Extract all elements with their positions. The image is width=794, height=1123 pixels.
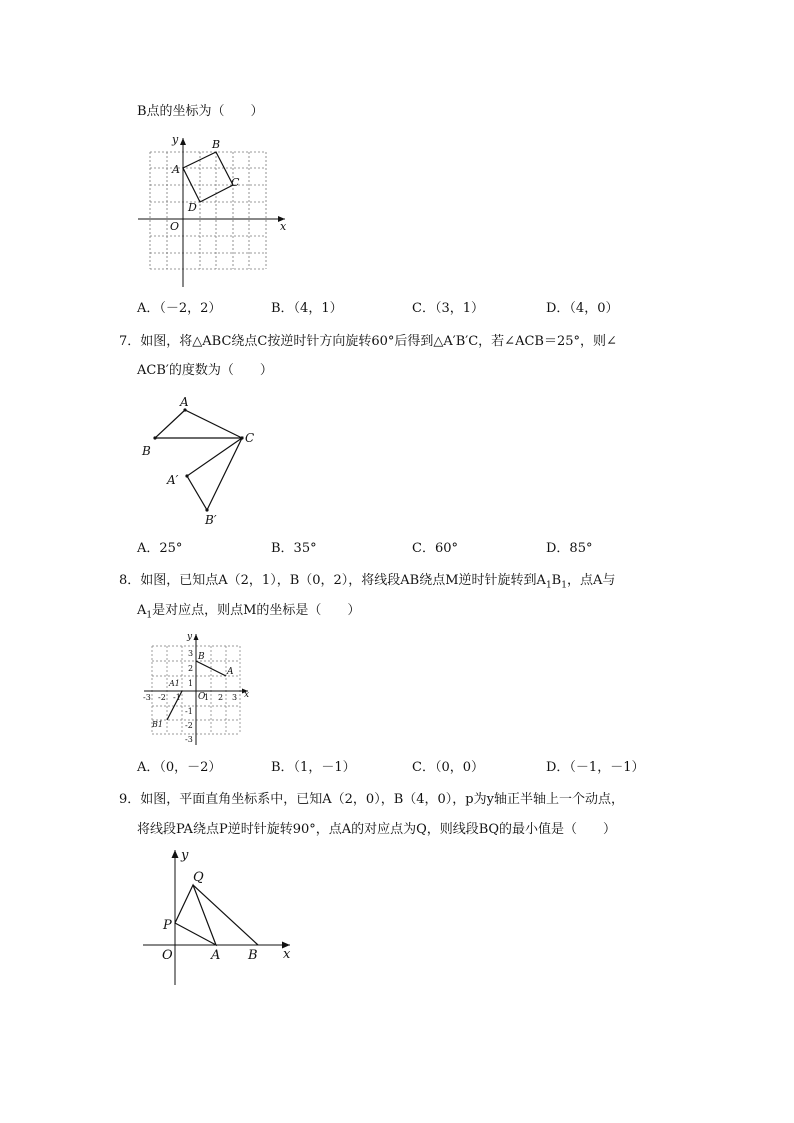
q9-label-q: Q	[193, 870, 204, 885]
q9-label-x: x	[283, 947, 291, 962]
q8-line1-c: ，点A与	[566, 573, 616, 588]
q8-label-b: B	[198, 652, 205, 662]
q8-label-b1: B1	[152, 720, 163, 729]
q8-label-a1: A1	[169, 679, 180, 688]
q9-figure	[135, 845, 305, 990]
q6-figure	[130, 130, 290, 300]
q7-label-b1: B′	[205, 513, 217, 527]
q8-tick-xm1: -1	[173, 693, 181, 702]
q6-label-o: O	[170, 220, 180, 233]
q8-tick-xm2: -2	[158, 693, 166, 702]
q6-option-a: A．（－2，2）	[137, 301, 222, 316]
q7-option-d: D．85°	[546, 541, 593, 556]
q8-line2-a: A	[137, 603, 147, 618]
q9-label-b: B	[248, 948, 258, 963]
q6-label-b: B	[212, 138, 221, 151]
q8-tick-x1: 1	[204, 693, 210, 702]
q9-label-p: P	[163, 918, 172, 933]
q6-label-y: y	[172, 133, 179, 146]
q6-option-b: B．（4，1）	[271, 301, 343, 316]
q8-line2-b: 是对应点，则点M的坐标是（ ）	[152, 603, 361, 618]
q7-option-b: B．35°	[271, 541, 317, 556]
q7-label-b: B	[142, 444, 151, 458]
q7-option-c: C．60°	[412, 541, 458, 556]
q8-tick-xm3: -3	[143, 693, 151, 702]
q7-option-a: A．25°	[137, 541, 183, 556]
q8-label-x: x	[244, 690, 250, 700]
q8-tick-y1: 1	[188, 679, 194, 688]
q7-line1: 7．如图，将△ABC绕点C按逆时针方向旋转60°后得到△A′B′C，若∠ACB＝25°，则∠	[119, 334, 617, 349]
q6-option-d: D．（4，0）	[546, 301, 619, 316]
q7-label-a1: A′	[167, 473, 179, 487]
q9-line2: 将线段PA绕点P逆时针旋转90°，点A的对应点为Q，则线段BQ的最小值是（ ）	[137, 822, 616, 837]
q8-option-d: D．（－1，－1）	[546, 760, 645, 775]
q7-figure	[135, 392, 275, 527]
q8-label-o: O	[198, 692, 206, 702]
q6-stem: B点的坐标为（ ）	[137, 104, 264, 119]
q8-tick-y2: 2	[188, 664, 194, 673]
q9-label-a: A	[211, 948, 221, 963]
q7-label-a: A	[180, 395, 189, 409]
q8-label-a: A	[227, 667, 234, 677]
q8-option-b: B．（1，－1）	[271, 760, 356, 775]
q8-option-c: C．（0，0）	[412, 760, 484, 775]
q8-tick-ym1: -1	[185, 707, 193, 716]
q8-sub-b1: 1	[561, 580, 567, 591]
q8-line2	[137, 602, 360, 625]
q6-label-x: x	[280, 220, 287, 233]
q6-option-c: C．（3，1）	[412, 301, 484, 316]
q6-label-a: A	[172, 163, 180, 176]
q6-label-c: C	[231, 176, 240, 189]
q7-label-c: C	[245, 431, 255, 445]
q9-label-y: y	[181, 848, 189, 863]
q8-label-y: y	[187, 632, 193, 642]
q6-label-d: D	[188, 201, 197, 214]
q8-tick-y3: 3	[188, 649, 194, 658]
q7-line2: ACB′的度数为（ ）	[137, 363, 273, 378]
q8-line1	[119, 572, 615, 595]
q9-label-o: O	[162, 948, 173, 963]
q8-option-a: A．（0，－2）	[137, 760, 222, 775]
q8-sub-a1b: 1	[146, 610, 153, 621]
q9-line1: 9．如图，平面直角坐标系中，已知A（2，0），B（4，0），p为y轴正半轴上一个动点，	[119, 792, 624, 807]
q8-tick-x2: 2	[218, 693, 224, 702]
q8-figure	[138, 628, 253, 748]
q8-line1-text: 8．如图，已知点A（2，1），B（0，2），将线段AB绕点M逆时针旋转到A	[119, 573, 546, 588]
q8-sub-a1: 1	[545, 580, 552, 591]
q8-tick-ym3: -3	[185, 735, 193, 744]
q8-tick-x3: 3	[232, 693, 238, 702]
q8-line1-b: B	[551, 573, 562, 588]
q8-tick-ym2: -2	[185, 721, 193, 730]
